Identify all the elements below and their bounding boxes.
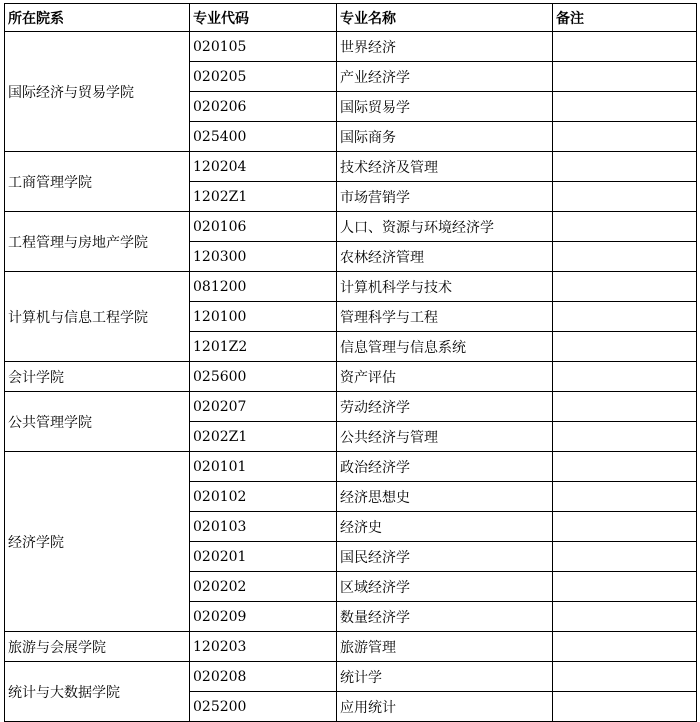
note-cell	[553, 422, 697, 452]
name-cell: 应用统计	[337, 692, 553, 722]
table-row	[5, 272, 697, 302]
note-cell	[553, 452, 697, 482]
dept-cell: 国际经济与贸易学院	[5, 32, 190, 152]
header-code: 专业代码	[190, 4, 337, 32]
code-cell: 020206	[190, 92, 337, 122]
table-row	[5, 452, 697, 482]
note-cell	[553, 92, 697, 122]
name-cell: 资产评估	[337, 362, 553, 392]
name-cell: 国际商务	[337, 122, 553, 152]
code-cell: 020209	[190, 602, 337, 632]
code-cell: 020102	[190, 482, 337, 512]
table-body	[5, 32, 697, 722]
header-note: 备注	[553, 4, 697, 32]
note-cell	[553, 512, 697, 542]
name-cell: 技术经济及管理	[337, 152, 553, 182]
code-cell: 025200	[190, 692, 337, 722]
name-cell: 国民经济学	[337, 542, 553, 572]
name-cell: 经济史	[337, 512, 553, 542]
note-cell	[553, 692, 697, 722]
code-cell: 0202Z1	[190, 422, 337, 452]
dept-cell: 工程管理与房地产学院	[5, 212, 190, 272]
name-cell: 公共经济与管理	[337, 422, 553, 452]
note-cell	[553, 662, 697, 692]
dept-cell: 计算机与信息工程学院	[5, 272, 190, 362]
name-cell: 世界经济	[337, 32, 553, 62]
note-cell	[553, 542, 697, 572]
note-cell	[553, 302, 697, 332]
header-name: 专业名称	[337, 4, 553, 32]
majors-table	[4, 3, 697, 722]
note-cell	[553, 212, 697, 242]
code-cell: 120203	[190, 632, 337, 662]
note-cell	[553, 272, 697, 302]
dept-cell: 经济学院	[5, 452, 190, 632]
code-cell: 081200	[190, 272, 337, 302]
name-cell: 人口、资源与环境经济学	[337, 212, 553, 242]
code-cell: 020106	[190, 212, 337, 242]
code-cell: 020201	[190, 542, 337, 572]
code-cell: 020205	[190, 62, 337, 92]
note-cell	[553, 152, 697, 182]
table-row	[5, 632, 697, 662]
note-cell	[553, 32, 697, 62]
note-cell	[553, 572, 697, 602]
note-cell	[553, 62, 697, 92]
code-cell: 120300	[190, 242, 337, 272]
name-cell: 市场营销学	[337, 182, 553, 212]
dept-cell: 公共管理学院	[5, 392, 190, 452]
table-row	[5, 662, 697, 692]
note-cell	[553, 182, 697, 212]
note-cell	[553, 332, 697, 362]
note-cell	[553, 632, 697, 662]
code-cell: 020105	[190, 32, 337, 62]
code-cell: 1202Z1	[190, 182, 337, 212]
name-cell: 区域经济学	[337, 572, 553, 602]
table-row	[5, 212, 697, 242]
dept-cell: 会计学院	[5, 362, 190, 392]
name-cell: 政治经济学	[337, 452, 553, 482]
name-cell: 国际贸易学	[337, 92, 553, 122]
dept-cell: 旅游与会展学院	[5, 632, 190, 662]
name-cell: 经济思想史	[337, 482, 553, 512]
name-cell: 劳动经济学	[337, 392, 553, 422]
name-cell: 数量经济学	[337, 602, 553, 632]
code-cell: 020103	[190, 512, 337, 542]
name-cell: 农林经济管理	[337, 242, 553, 272]
table-row	[5, 32, 697, 62]
table-row	[5, 362, 697, 392]
note-cell	[553, 242, 697, 272]
code-cell: 025600	[190, 362, 337, 392]
name-cell: 管理科学与工程	[337, 302, 553, 332]
code-cell: 025400	[190, 122, 337, 152]
dept-cell: 工商管理学院	[5, 152, 190, 212]
header-row	[5, 4, 697, 32]
table-row	[5, 392, 697, 422]
name-cell: 统计学	[337, 662, 553, 692]
code-cell: 1201Z2	[190, 332, 337, 362]
note-cell	[553, 602, 697, 632]
name-cell: 计算机科学与技术	[337, 272, 553, 302]
note-cell	[553, 122, 697, 152]
code-cell: 120100	[190, 302, 337, 332]
note-cell	[553, 392, 697, 422]
note-cell	[553, 362, 697, 392]
table-row	[5, 152, 697, 182]
note-cell	[553, 482, 697, 512]
code-cell: 020101	[190, 452, 337, 482]
code-cell: 020202	[190, 572, 337, 602]
code-cell: 020208	[190, 662, 337, 692]
dept-cell: 统计与大数据学院	[5, 662, 190, 722]
code-cell: 020207	[190, 392, 337, 422]
header-dept: 所在院系	[5, 4, 190, 32]
name-cell: 信息管理与信息系统	[337, 332, 553, 362]
name-cell: 旅游管理	[337, 632, 553, 662]
code-cell: 120204	[190, 152, 337, 182]
name-cell: 产业经济学	[337, 62, 553, 92]
